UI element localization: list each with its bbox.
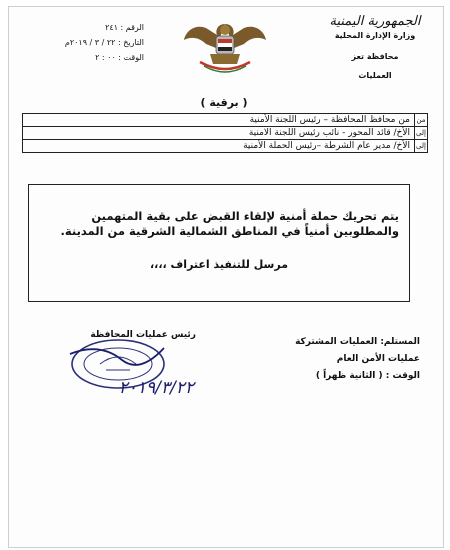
routing-value: الأخ/ قائد المحور - نائب رئيس اللجنة الامنية [23,127,415,140]
message-closing: مرسل للتنفيذ اعتراف ،،،، [149,258,289,271]
letterhead-left [44,20,144,65]
receiver-block [270,334,420,385]
reference-time: الوقت : ٠٠ : ٢ [95,53,144,62]
letterhead-right [320,14,430,80]
republic-name: الجمهورية اليمنية [329,14,421,29]
signatory-block [46,330,196,340]
receiver-time: الوقت : ( الثانية ظهراً ) [315,371,420,381]
routing-row-to [23,127,428,140]
routing-row-cc [23,140,428,153]
receiver-recipient: المستلم: العمليات المشتركة [295,337,420,347]
routing-row-from [23,114,428,127]
reference-number: الرقم : ٢٤١ [105,23,144,32]
ministry-name: وزارة الإدارة المحلية [334,31,416,40]
routing-value: من محافظ المحافظة – رئيس اللجنة الأمنية [23,114,415,127]
eagle-emblem-icon [182,20,268,74]
routing-label: إلى [415,140,428,153]
governorate-name: محافظة تعز [351,52,399,61]
message-box [28,184,410,302]
receiver-unit: عمليات الأمن العام [336,354,420,364]
message-body: يتم تحريك حملة أمنية لإلقاء القبض على بقية المتهمين والمطلوبين أمنياً في المناطق الشمالية الشرقية من المدينة. [60,209,399,238]
routing-label: إلى [415,127,428,140]
reference-date: التاريخ : ٢٢ / ٣ / ٢٠١٩م [64,38,144,47]
handwritten-date: ٢٠١٩/٣/٢٢ [118,378,194,398]
signatory-title: رئيس عمليات المحافظة [90,330,196,340]
department-name: العمليات [358,71,392,80]
routing-value: الأخ/ مدير عام الشرطة –رئيس الحملة الأمنية [23,140,415,153]
document-type: ( برقية ) [200,96,248,109]
routing-label: من [415,114,428,127]
routing-table [22,113,428,153]
